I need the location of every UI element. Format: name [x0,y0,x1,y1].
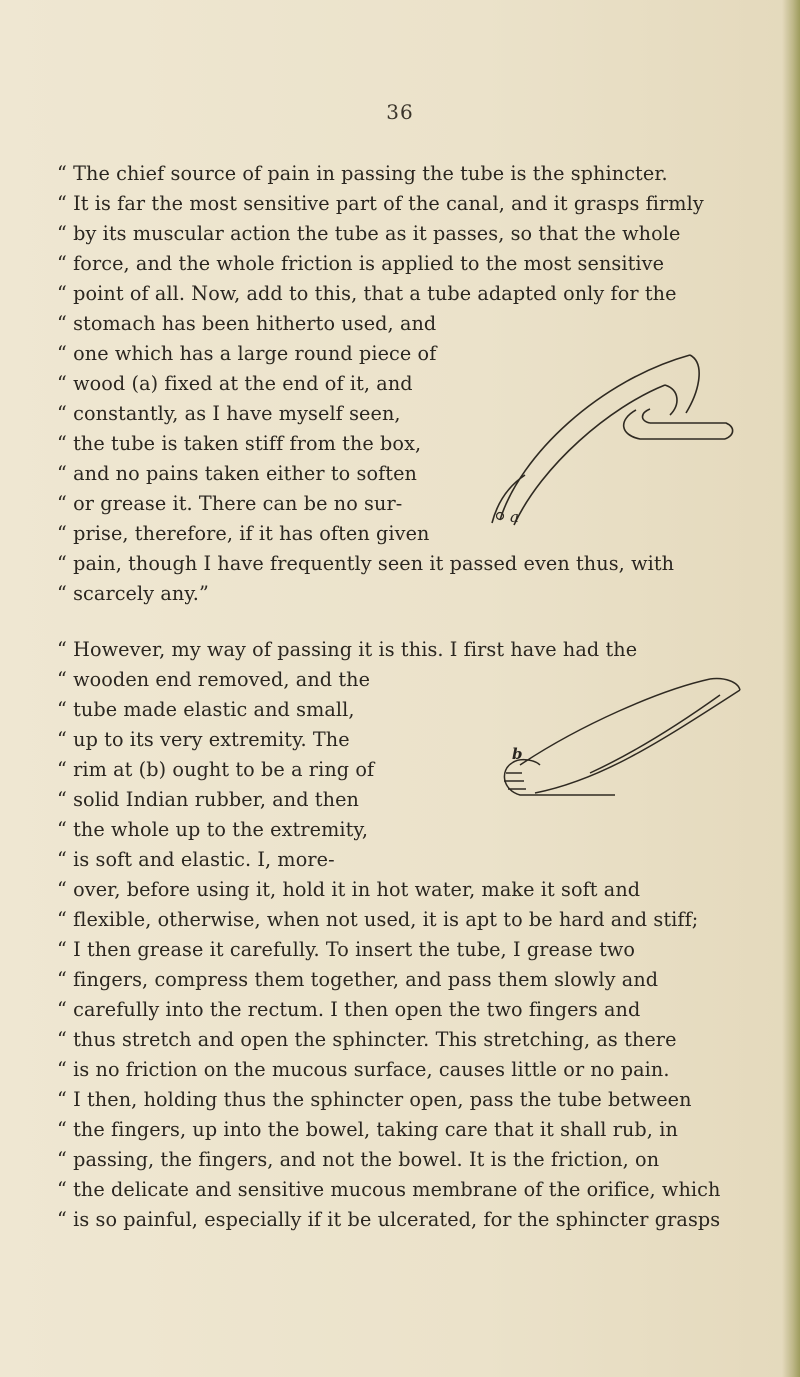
text-line: “ the tube is taken stiff from the box, [57,432,422,455]
text-line: “ pain, though I have frequently seen it passed even thus, with [57,552,675,575]
text-line: “ The chief source of pain in passing the tube is the sphincter. [57,162,668,185]
text-line: “ However, my way of passing it is this. I first have had the [57,638,638,661]
text-line: “ constantly, as I have myself seen, [57,402,401,425]
text-line: “ by its muscular action the tube as it passes, so that the whole [57,222,681,245]
text-line: “ It is far the most sensitive part of the canal, and it grasps firmly [57,192,704,215]
text-line: “ or grease it. There can be no sur- [57,492,403,515]
text-line: “ thus stretch and open the sphincter. This stretching, as there [57,1028,677,1051]
text-line: “ is soft and elastic. I, more- [57,848,335,871]
text-line: “ I then, holding thus the sphincter open, pass the tube between [57,1088,692,1111]
text-line: “ point of all. Now, add to this, that a tube adapted only for the [57,282,677,305]
text-line: “ tube made elastic and small, [57,698,355,721]
text-line: “ wood (a) fixed at the end of it, and [57,372,413,395]
text-line: “ scarcely any.” [57,582,209,605]
text-line: “ rim at (b) ought to be a ring of [57,758,375,781]
text-line: “ wooden end removed, and the [57,668,371,691]
text-line: “ flexible, otherwise, when not used, it is apt to be hard and stiff; [57,908,699,931]
text-line: “ force, and the whole friction is applied to the most sensitive [57,252,665,275]
text-line: “ one which has a large round piece of [57,342,437,365]
text-line: “ is so painful, especially if it be ulcerated, for the sphincter grasps [57,1208,721,1231]
page-number: 36 [386,100,414,124]
figure-a-label: a [510,508,519,526]
page-spine-edge [782,0,800,1377]
text-line: “ carefully into the rectum. I then open the two fingers and [57,998,641,1021]
figure-b-tube-illustration [440,665,750,810]
text-line: “ the whole up to the extremity, [57,818,369,841]
text-line: “ stomach has been hitherto used, and [57,312,437,335]
text-line: “ fingers, compress them together, and pass them slowly and [57,968,659,991]
figure-a-tube-illustration [490,335,750,530]
text-line: “ and no pains taken either to soften [57,462,418,485]
text-line: “ I then grease it carefully. To insert the tube, I grease two [57,938,636,961]
text-line: “ solid Indian rubber, and then [57,788,359,811]
text-line: “ passing, the fingers, and not the bowel. It is the friction, on [57,1148,660,1171]
text-line: “ up to its very extremity. The [57,728,350,751]
text-line: “ the delicate and sensitive mucous membrane of the orifice, which [57,1178,721,1201]
text-line: “ is no friction on the mucous surface, causes little or no pain. [57,1058,670,1081]
figure-b-label: b [512,745,523,763]
text-line: “ prise, therefore, if it has often given [57,522,430,545]
text-line: “ the fingers, up into the bowel, taking care that it shall rub, in [57,1118,678,1141]
text-line: “ over, before using it, hold it in hot water, make it soft and [57,878,641,901]
